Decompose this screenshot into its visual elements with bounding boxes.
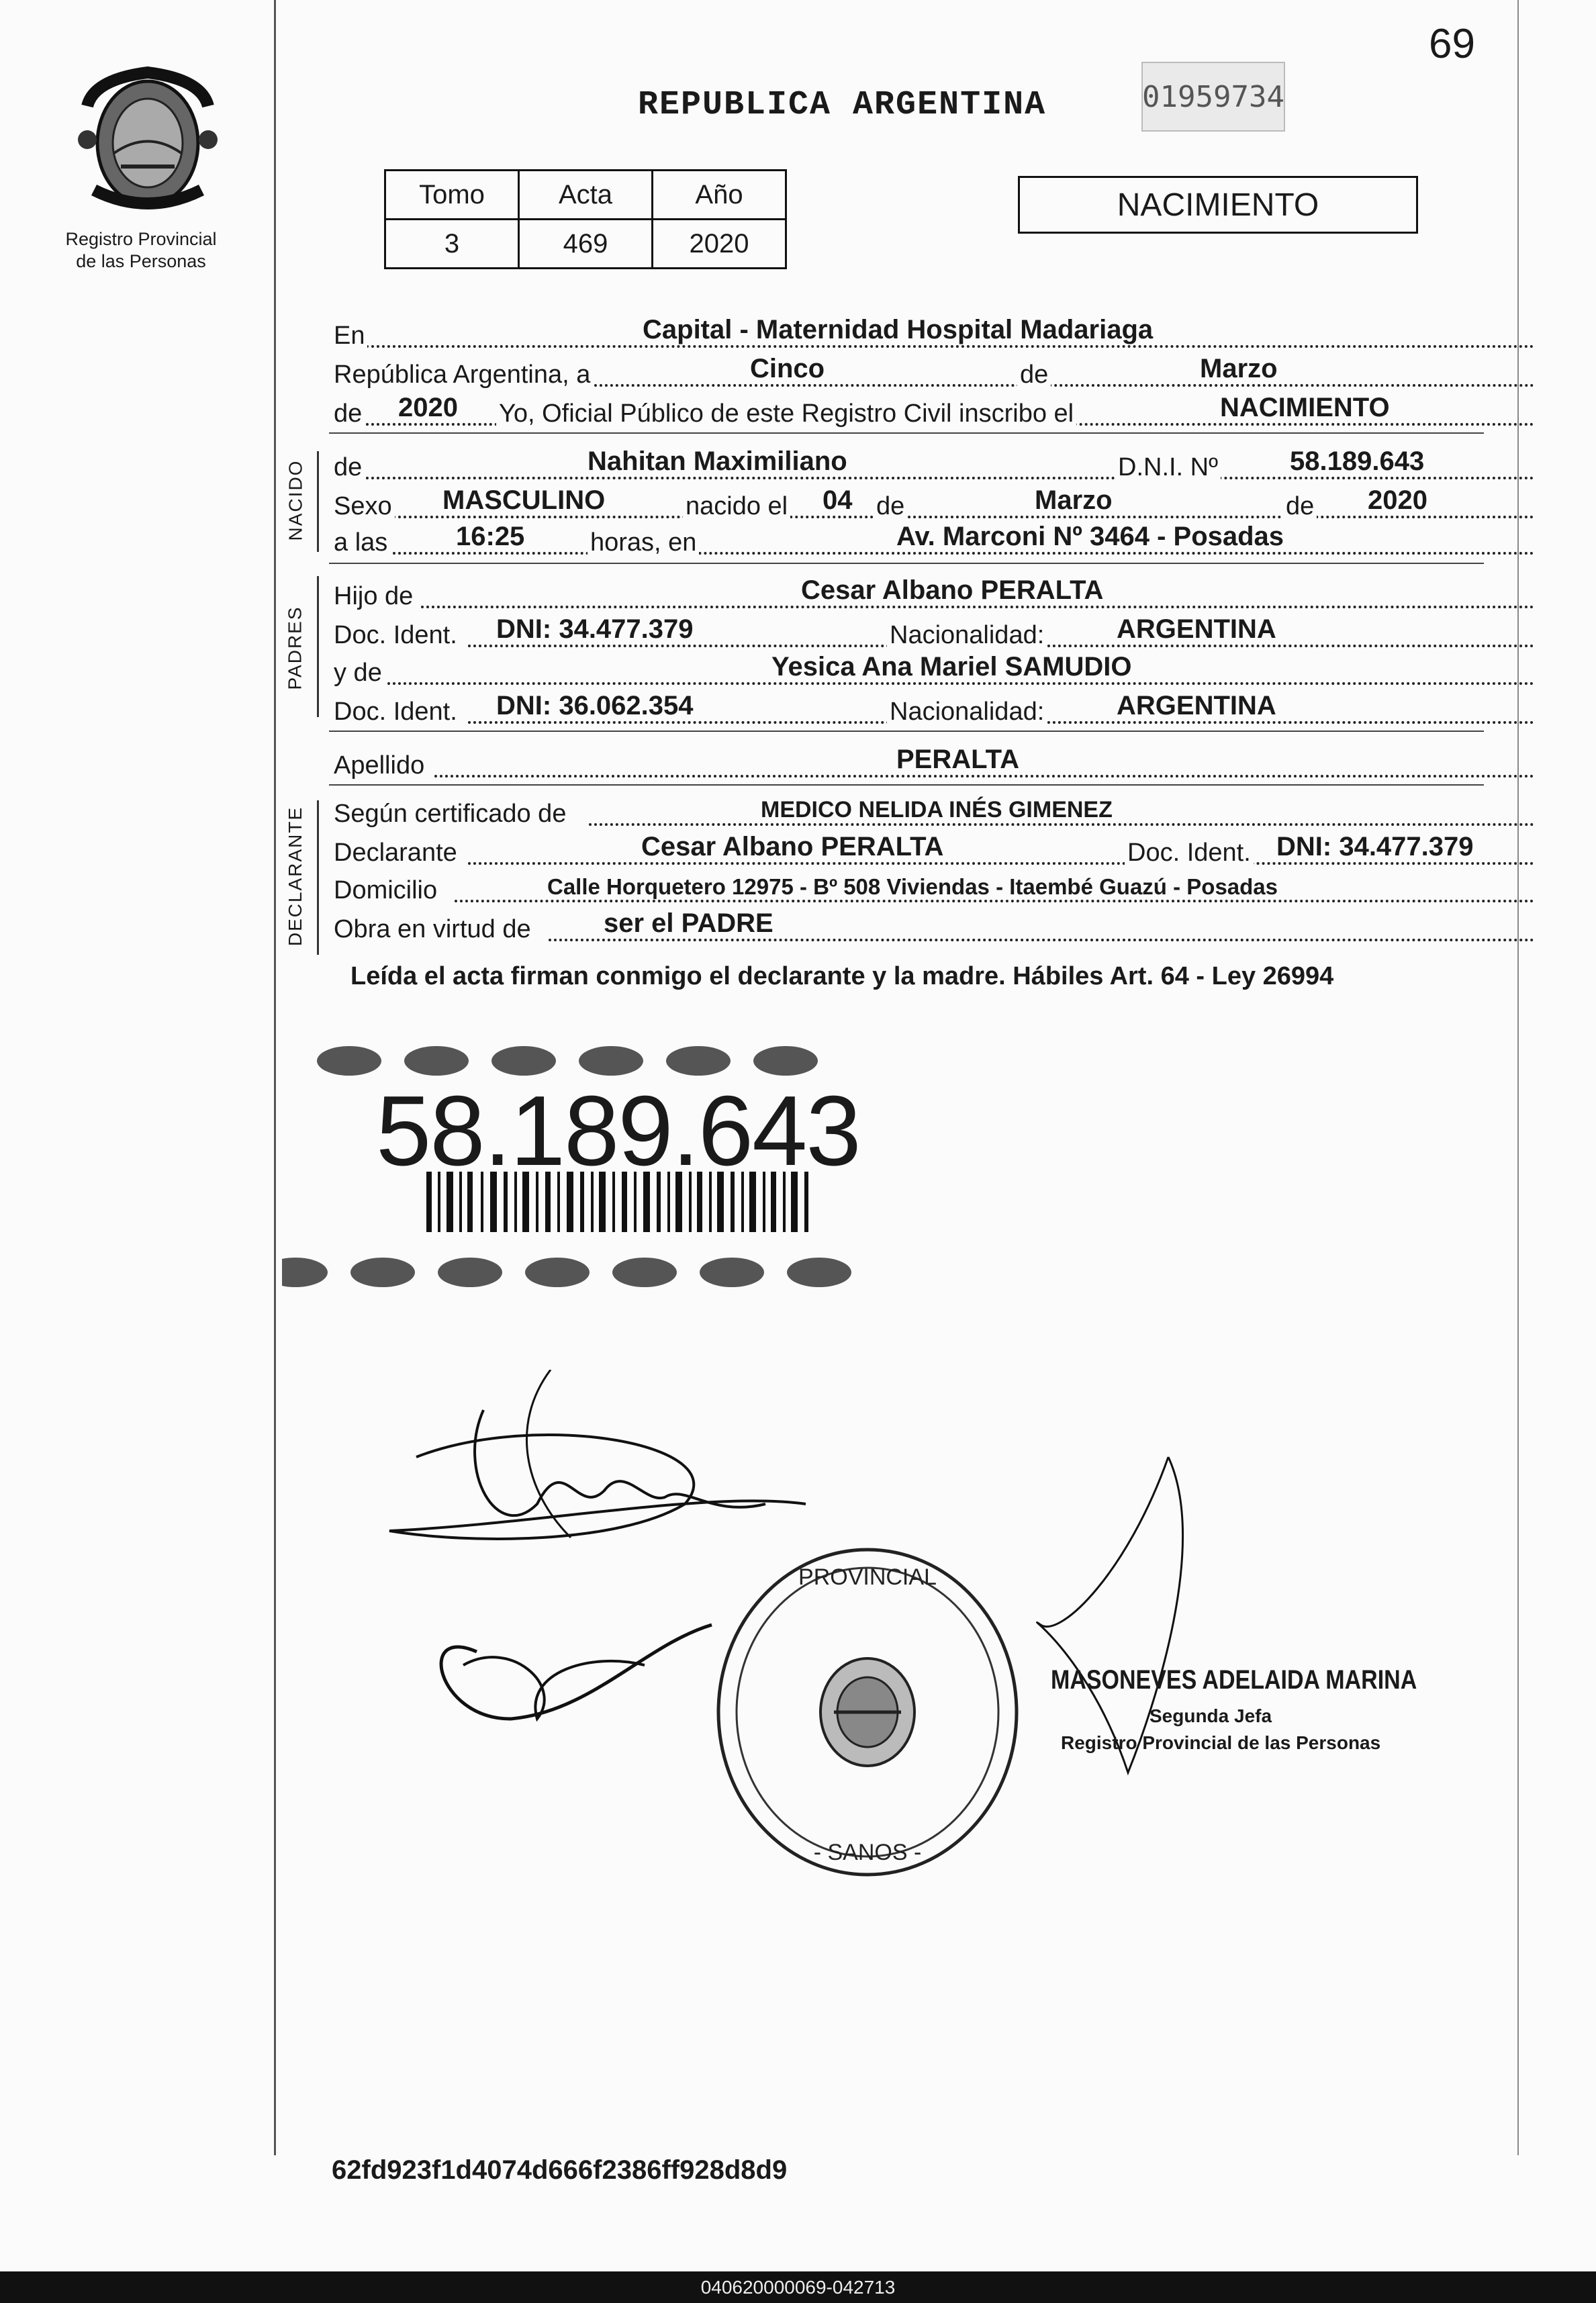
section-label-padres: PADRES — [285, 606, 306, 690]
act-type-box: NACIMIENTO — [1018, 176, 1418, 234]
label-father-doc: Doc. Ident. — [334, 621, 460, 650]
value-year: 2020 — [398, 393, 458, 422]
page-number: 69 — [1429, 21, 1475, 67]
value-birth-month: Marzo — [1035, 485, 1113, 515]
label-yo: Yo, Oficial Público de este Registro Civil inscribo el — [496, 399, 1076, 428]
label-father-nationality: Nacionalidad: — [887, 621, 1047, 650]
acta-value: 469 — [519, 220, 653, 269]
row-name — [334, 446, 1534, 482]
row-certificate — [334, 795, 1534, 829]
label-sexo: Sexo — [334, 492, 395, 521]
label-declarant-doc: Doc. Ident. — [1125, 839, 1254, 867]
label-de-name: de — [334, 453, 365, 482]
value-child-dni: 58.189.643 — [1290, 446, 1425, 476]
separator — [329, 731, 1484, 732]
separator — [329, 784, 1484, 786]
label-de-birth-month: de — [874, 492, 907, 521]
label-apellido: Apellido — [334, 751, 427, 780]
signatory-name: MASONEVES ADELAIDA MARINA — [1051, 1665, 1417, 1695]
row-year — [334, 395, 1534, 428]
row-declarant — [334, 834, 1534, 867]
label-hijo-de: Hijo de — [334, 582, 416, 611]
value-birth-year: 2020 — [1368, 485, 1427, 515]
row-father-doc — [334, 616, 1534, 650]
value-sex: MASCULINO — [442, 485, 606, 515]
label-obra: Obra en virtud de — [334, 915, 534, 944]
label-de-birth-year: de — [1283, 492, 1317, 521]
label-en: En — [334, 322, 367, 350]
row-address — [334, 872, 1534, 905]
label-dni: D.N.I. Nº — [1115, 453, 1221, 482]
label-de-month: de — [1017, 361, 1051, 389]
row-sex — [334, 487, 1534, 521]
row-basis — [334, 910, 1534, 944]
tomo-value: 3 — [385, 220, 519, 269]
anio-header: Año — [653, 171, 786, 220]
value-mother-dni: DNI: 36.062.354 — [496, 691, 694, 720]
separator — [329, 432, 1484, 434]
svg-text:- SANOS -: - SANOS - — [813, 1840, 922, 1865]
section-bar-nacido — [317, 451, 319, 552]
row-date — [334, 356, 1534, 389]
section-label-declarante: DECLARANTE — [285, 806, 306, 947]
value-father-dni: DNI: 34.477.379 — [496, 614, 694, 644]
row-father — [334, 577, 1534, 611]
value-certificate: MEDICO NELIDA INÉS GIMENEZ — [761, 797, 1113, 822]
value-act-type: NACIMIENTO — [1220, 393, 1390, 422]
value-mother-nationality: ARGENTINA — [1117, 691, 1276, 720]
label-mother-nationality: Nacionalidad: — [887, 698, 1047, 726]
label-republica: República Argentina, a — [334, 361, 593, 389]
value-father-name: Cesar Albano PERALTA — [801, 575, 1104, 605]
separator — [329, 563, 1484, 564]
value-basis: ser el PADRE — [604, 908, 773, 938]
signatory-org: Registro Provincial de las Personas — [1061, 1732, 1381, 1753]
acta-header: Acta — [519, 171, 653, 220]
value-month: Marzo — [1200, 354, 1278, 383]
label-y-de: y de — [334, 659, 385, 688]
label-segun: Según certificado de — [334, 800, 569, 829]
section-bar-declarante — [317, 800, 319, 955]
value-declarant-name: Cesar Albano PERALTA — [641, 832, 944, 861]
value-birth-day: 04 — [823, 485, 853, 515]
logo-caption-line1: Registro Provincial — [65, 229, 217, 249]
logo-caption-line2: de las Personas — [76, 251, 206, 271]
label-mother-doc: Doc. Ident. — [334, 698, 460, 726]
label-horas-en: horas, en — [588, 528, 699, 557]
value-birth-place: Av. Marconi Nº 3464 - Posadas — [896, 522, 1284, 551]
value-place: Capital - Maternidad Hospital Madariaga — [643, 315, 1154, 344]
left-margin-line — [274, 0, 276, 2155]
province-crest-logo — [74, 66, 222, 220]
label-de-year: de — [334, 399, 365, 428]
value-child-name: Nahitan Maximiliano — [588, 446, 847, 476]
value-father-nationality: ARGENTINA — [1117, 614, 1276, 644]
document-hash: 62fd923f1d4074d666f2386ff928d8d9 — [332, 2155, 788, 2185]
footer-code: 040620000069-042713 — [0, 2271, 1596, 2303]
closing-note: Leída el acta firman conmigo el declarante y la madre. Hábiles Art. 64 - Ley 26994 — [350, 962, 1334, 990]
row-mother-doc — [334, 693, 1534, 726]
tomo-header: Tomo — [385, 171, 519, 220]
value-address: Calle Horquetero 12975 - Bº 508 Viviendas - Itaembé Guazú - Posadas — [547, 874, 1278, 899]
registry-table — [384, 169, 787, 269]
value-declarant-dni: DNI: 34.477.379 — [1276, 832, 1474, 861]
value-surname: PERALTA — [896, 745, 1019, 774]
serial-number-stamp: 01959734 — [1141, 62, 1285, 132]
label-domicilio: Domicilio — [334, 876, 440, 905]
label-a-las: a las — [334, 528, 390, 557]
section-label-nacido: NACIDO — [285, 459, 306, 541]
label-nacido-el: nacido el — [683, 492, 790, 521]
row-place — [334, 317, 1534, 350]
section-bar-padres — [317, 576, 319, 717]
row-mother — [334, 654, 1534, 688]
label-declarante: Declarante — [334, 839, 460, 867]
signatory-role: Segunda Jefa — [1149, 1705, 1272, 1726]
dni-sticker-number: 58.189.643 — [376, 1076, 860, 1186]
logo-caption — [40, 228, 242, 273]
value-day-words: Cinco — [750, 354, 825, 383]
value-birth-time: 16:25 — [456, 522, 525, 551]
document-title: REPUBLICA ARGENTINA — [638, 86, 1047, 124]
svg-text:PROVINCIAL: PROVINCIAL — [798, 1564, 937, 1590]
anio-value: 2020 — [653, 220, 786, 269]
row-surname — [334, 747, 1534, 780]
row-time — [334, 524, 1534, 557]
official-seal — [713, 1544, 1022, 1880]
value-mother-name: Yesica Ana Mariel SAMUDIO — [771, 652, 1132, 682]
